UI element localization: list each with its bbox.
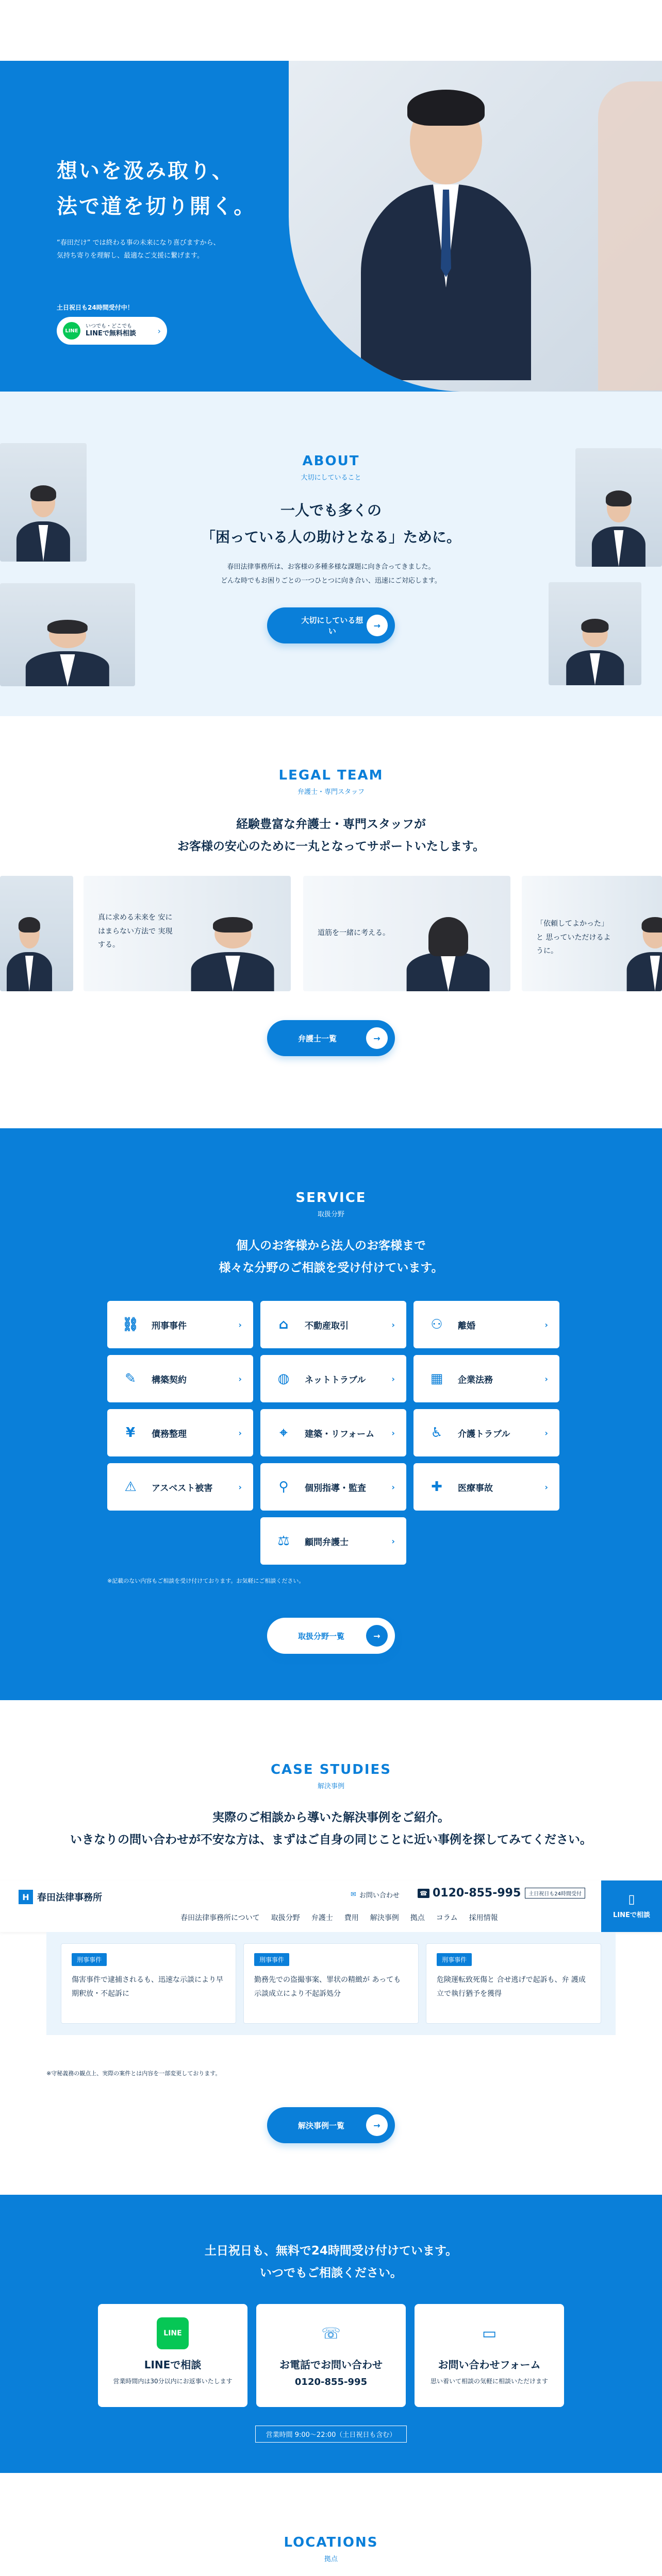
chevron-right-icon: ›	[391, 1374, 395, 1384]
chevron-right-icon: ›	[544, 1374, 548, 1384]
audit-icon: ⚲	[278, 1479, 289, 1495]
handcuffs-icon: ⛓	[122, 1317, 139, 1332]
nav-item[interactable]: 解決事例	[370, 1914, 399, 1922]
contact-card-form[interactable]	[415, 2304, 564, 2407]
case-text: 危険運転致死傷と 合せ逃げで起訴も、弁 護成立で執行猶予を獲得	[437, 1976, 586, 1998]
site-logo-text: 春田法律事務所	[37, 1892, 102, 1903]
service-item-label: 医療事故	[458, 1483, 493, 1494]
chevron-right-icon: ›	[238, 1374, 242, 1384]
chevron-right-icon: ›	[238, 1319, 242, 1330]
arrow-right-icon: →	[366, 1625, 388, 1647]
nav-item[interactable]: 春田法律事務所について	[180, 1914, 260, 1922]
contract-icon: ✎	[125, 1371, 136, 1386]
arrow-right-icon: →	[366, 1027, 388, 1049]
contact-card-sub: 0120-855-995	[294, 2377, 368, 2387]
phone-icon: ☏	[321, 2324, 341, 2343]
team-title-jp: 弁護士・専門スタッフ	[297, 788, 365, 796]
service-section	[0, 1128, 662, 1700]
case-tag: 刑事事件	[72, 1953, 107, 1966]
team-lead-1: 経験豊富な弁護士・専門スタッフが	[236, 818, 426, 831]
hero-line-button[interactable]	[57, 317, 167, 345]
team-button[interactable]	[267, 1020, 395, 1056]
about-lead-1: 一人でも多くの	[280, 502, 382, 519]
line-icon: LINE	[157, 2317, 189, 2349]
header-phone-note: 土日祝日も24時間受付	[525, 1888, 585, 1899]
line-icon: LINE	[63, 322, 80, 340]
team-card-4[interactable]	[522, 876, 662, 991]
contact-card-sub: 営業時間内は30分以内にお返事いたします	[113, 2378, 233, 2385]
chevron-right-icon: ›	[544, 1319, 548, 1330]
service-item-label: 不動産取引	[305, 1320, 349, 1331]
team-quote-3: 道筋を一緒に考える。	[318, 929, 390, 937]
team-button-label: 弁護士一覧	[298, 1033, 337, 1043]
nav-item[interactable]: 拠点	[410, 1914, 425, 1922]
cases-title-en: CASE STUDIES	[270, 1762, 392, 1777]
about-body-2: どんな時でもお困りごとの一つひとつに向き合い、迅速にご対応します。	[221, 577, 441, 585]
service-item-label: 建築・リフォーム	[305, 1429, 375, 1439]
about-section	[0, 392, 662, 716]
service-lead-2: 様々な分野のご相談を受け付けています。	[219, 1261, 443, 1275]
team-card-3[interactable]	[303, 876, 510, 991]
service-item[interactable]	[413, 1301, 559, 1348]
team-card-1[interactable]	[0, 876, 73, 991]
chevron-right-icon: ›	[391, 1319, 395, 1330]
team-title-en: LEGAL TEAM	[278, 768, 384, 783]
service-item[interactable]	[260, 1409, 406, 1456]
hero-title-line1: 想いを汲み取り、	[57, 159, 234, 183]
service-item-label: アスベスト被害	[152, 1483, 213, 1494]
hero-photo	[289, 61, 662, 392]
service-item[interactable]	[107, 1409, 253, 1456]
nav-item[interactable]: コラム	[436, 1914, 458, 1922]
about-title-jp: 大切にしていること	[301, 474, 361, 482]
hero-body-1: “春田だけ” では終わる事の未来になり喜びますから、	[57, 239, 220, 247]
contact-card-phone[interactable]	[256, 2304, 406, 2407]
chevron-right-icon: ›	[391, 1536, 395, 1546]
service-item[interactable]	[413, 1355, 559, 1402]
header-line-label: LINEで相談	[613, 1911, 650, 1919]
cases-note: ※守秘義務の観点上、実際の案件とは内容を一部変更しております。	[46, 2070, 221, 2077]
building-icon: ▦	[430, 1371, 443, 1386]
case-card-1[interactable]	[61, 1943, 236, 2024]
hero-section	[0, 0, 662, 392]
care-icon: ♿	[431, 1425, 443, 1440]
hero-line-bottom: LINEで無料相談	[86, 330, 136, 338]
cases-lead-1: 実際のご相談から導いた解決事例をご紹介。	[212, 1811, 450, 1824]
chevron-right-icon: ›	[238, 1428, 242, 1438]
service-item-label: 個別指導・監査	[305, 1483, 366, 1494]
service-item-label: 顧問弁護士	[305, 1537, 349, 1548]
family-icon: ⚇	[431, 1317, 443, 1332]
contact-card-line[interactable]	[98, 2304, 247, 2407]
hero-title-line2: 法で道を切り開く。	[57, 195, 256, 218]
about-lead-2: 「困っている人の助けとなる」ために。	[201, 529, 461, 546]
chevron-right-icon: ›	[544, 1428, 548, 1438]
arrow-right-icon: →	[366, 2114, 388, 2136]
contact-lead-1: 土日祝日も、無料で24時間受け付けています。	[204, 2244, 458, 2258]
service-item-label: 刑事事件	[152, 1320, 187, 1331]
arrow-right-icon: →	[367, 615, 388, 636]
about-title-en: ABOUT	[302, 453, 360, 469]
crane-icon: ⌖	[279, 1425, 288, 1440]
service-item-label: 離婚	[458, 1320, 475, 1331]
header-contact-link[interactable]	[351, 1890, 400, 1900]
service-title-en: SERVICE	[295, 1190, 367, 1206]
warning-icon: ⚠	[124, 1479, 137, 1495]
service-button[interactable]	[267, 1618, 395, 1654]
hero-badge: 土日祝日も24時間受付中！	[57, 304, 134, 311]
case-tag: 刑事事件	[437, 1953, 472, 1966]
free-dial-icon: ☎	[418, 1889, 429, 1898]
cases-title-jp: 解決事例	[317, 1783, 344, 1790]
house-icon: ⌂	[278, 1317, 289, 1332]
contact-section	[0, 2195, 662, 2473]
locations-section	[0, 2473, 662, 2576]
service-item-label: 債務整理	[152, 1429, 187, 1439]
mail-icon: ✉	[351, 1891, 356, 1899]
logo-mark-icon: H	[19, 1890, 33, 1904]
case-card-2[interactable]	[243, 1943, 419, 2024]
chevron-right-icon: ›	[238, 1482, 242, 1492]
service-item[interactable]	[413, 1463, 559, 1511]
about-button-label: 大切にしている想い	[301, 616, 363, 636]
header-nav	[180, 1912, 509, 1923]
advisor-icon: ⚖	[277, 1533, 290, 1549]
case-text: 勤務先での盗撮事案、罪状の精緻が あっても示談成立により不起訴処分	[254, 1976, 401, 1998]
nav-item[interactable]: 取扱分野	[271, 1914, 300, 1922]
team-quote-2: 真に求める未来を 安にはまらない方法で 実現する。	[98, 913, 173, 950]
globe-icon: ◍	[277, 1371, 290, 1386]
chevron-right-icon: ›	[157, 326, 161, 336]
team-card-2[interactable]	[84, 876, 291, 991]
service-item[interactable]	[107, 1463, 253, 1511]
site-header	[0, 1880, 662, 1932]
team-lead-2: お客様の安心のために一丸となってサポートいたします。	[177, 840, 485, 853]
about-body-1: 春田法律事務所は、お客様の多種多様な課題に向き合ってきました。	[227, 563, 435, 571]
cases-button-label: 解決事例一覧	[298, 2121, 345, 2130]
contact-card-title: LINEで相談	[144, 2359, 202, 2371]
about-button[interactable]	[267, 607, 395, 643]
service-item[interactable]	[260, 1301, 406, 1348]
header-contact-label: お問い合わせ	[359, 1892, 400, 1900]
contact-card-sub: 思い着いて相談の気軽に相談いただけます	[430, 2378, 548, 2385]
locations-title-jp: 拠点	[324, 2555, 338, 2563]
case-tag: 刑事事件	[254, 1953, 289, 1966]
nav-item[interactable]: 採用情報	[469, 1914, 498, 1922]
header-phone-number: 0120-855-995	[432, 1887, 521, 1900]
service-item[interactable]	[107, 1301, 253, 1348]
service-item[interactable]	[260, 1355, 406, 1402]
smartphone-icon: ▯	[628, 1892, 635, 1906]
chevron-right-icon: ›	[391, 1428, 395, 1438]
service-item-label: 構築契約	[152, 1375, 187, 1385]
service-item[interactable]	[107, 1355, 253, 1402]
service-note: ※記載のない内容もご相談を受け付けております。お気軽にご相談ください。	[107, 1578, 305, 1584]
chevron-right-icon: ›	[544, 1482, 548, 1492]
site-logo[interactable]	[19, 1890, 102, 1904]
debt-icon: ¥	[125, 1425, 136, 1440]
contact-lead-2: いつでもご相談ください。	[260, 2266, 402, 2280]
contact-card-title: お問い合わせフォーム	[438, 2359, 541, 2371]
hero-line-top: いつでも・どこでも	[86, 324, 132, 330]
case-text: 傷害事件で逮捕されるも、迅速な示談により早期釈放・不起訴に	[72, 1976, 223, 1998]
hero-body-2: 気持ち寄りを理解し、最適なご支援に繋げます。	[57, 252, 204, 260]
service-lead-1: 個人のお客様から法人のお客様まで	[236, 1239, 426, 1252]
service-item-label: ネットトラブル	[305, 1375, 366, 1385]
service-item[interactable]	[260, 1463, 406, 1511]
locations-title-en: LOCATIONS	[284, 2535, 378, 2550]
service-item[interactable]	[260, 1517, 406, 1565]
service-item-label: 介護トラブル	[458, 1429, 510, 1439]
cases-button[interactable]	[267, 2107, 395, 2143]
header-phone[interactable]	[418, 1887, 585, 1900]
cases-section	[0, 1700, 662, 2195]
hospital-icon: ✚	[431, 1479, 442, 1495]
nav-item[interactable]: 費用	[344, 1914, 359, 1922]
contact-card-title: お電話でお問い合わせ	[279, 2359, 383, 2371]
laptop-icon: ▭	[482, 2324, 497, 2343]
service-button-label: 取扱分野一覧	[298, 1631, 345, 1641]
service-item-label: 企業法務	[458, 1375, 493, 1385]
team-section	[0, 716, 662, 1128]
header-line-button[interactable]	[601, 1880, 662, 1932]
team-quote-4: 「依頼してよかった」と 思っていただけるように。	[536, 920, 611, 956]
case-card-3[interactable]	[426, 1943, 601, 2024]
contact-hours: 営業時間 9:00〜22:00（土日祝日も含む）	[255, 2426, 407, 2443]
service-title-jp: 取扱分野	[317, 1211, 344, 1218]
cases-lead-2: いきなりの問い合わせが不安な方は、まずはご自身の同じことに近い事例を探してみてください。	[70, 1833, 592, 1846]
chevron-right-icon: ›	[391, 1482, 395, 1492]
nav-item[interactable]: 弁護士	[311, 1914, 333, 1922]
service-item[interactable]	[413, 1409, 559, 1456]
